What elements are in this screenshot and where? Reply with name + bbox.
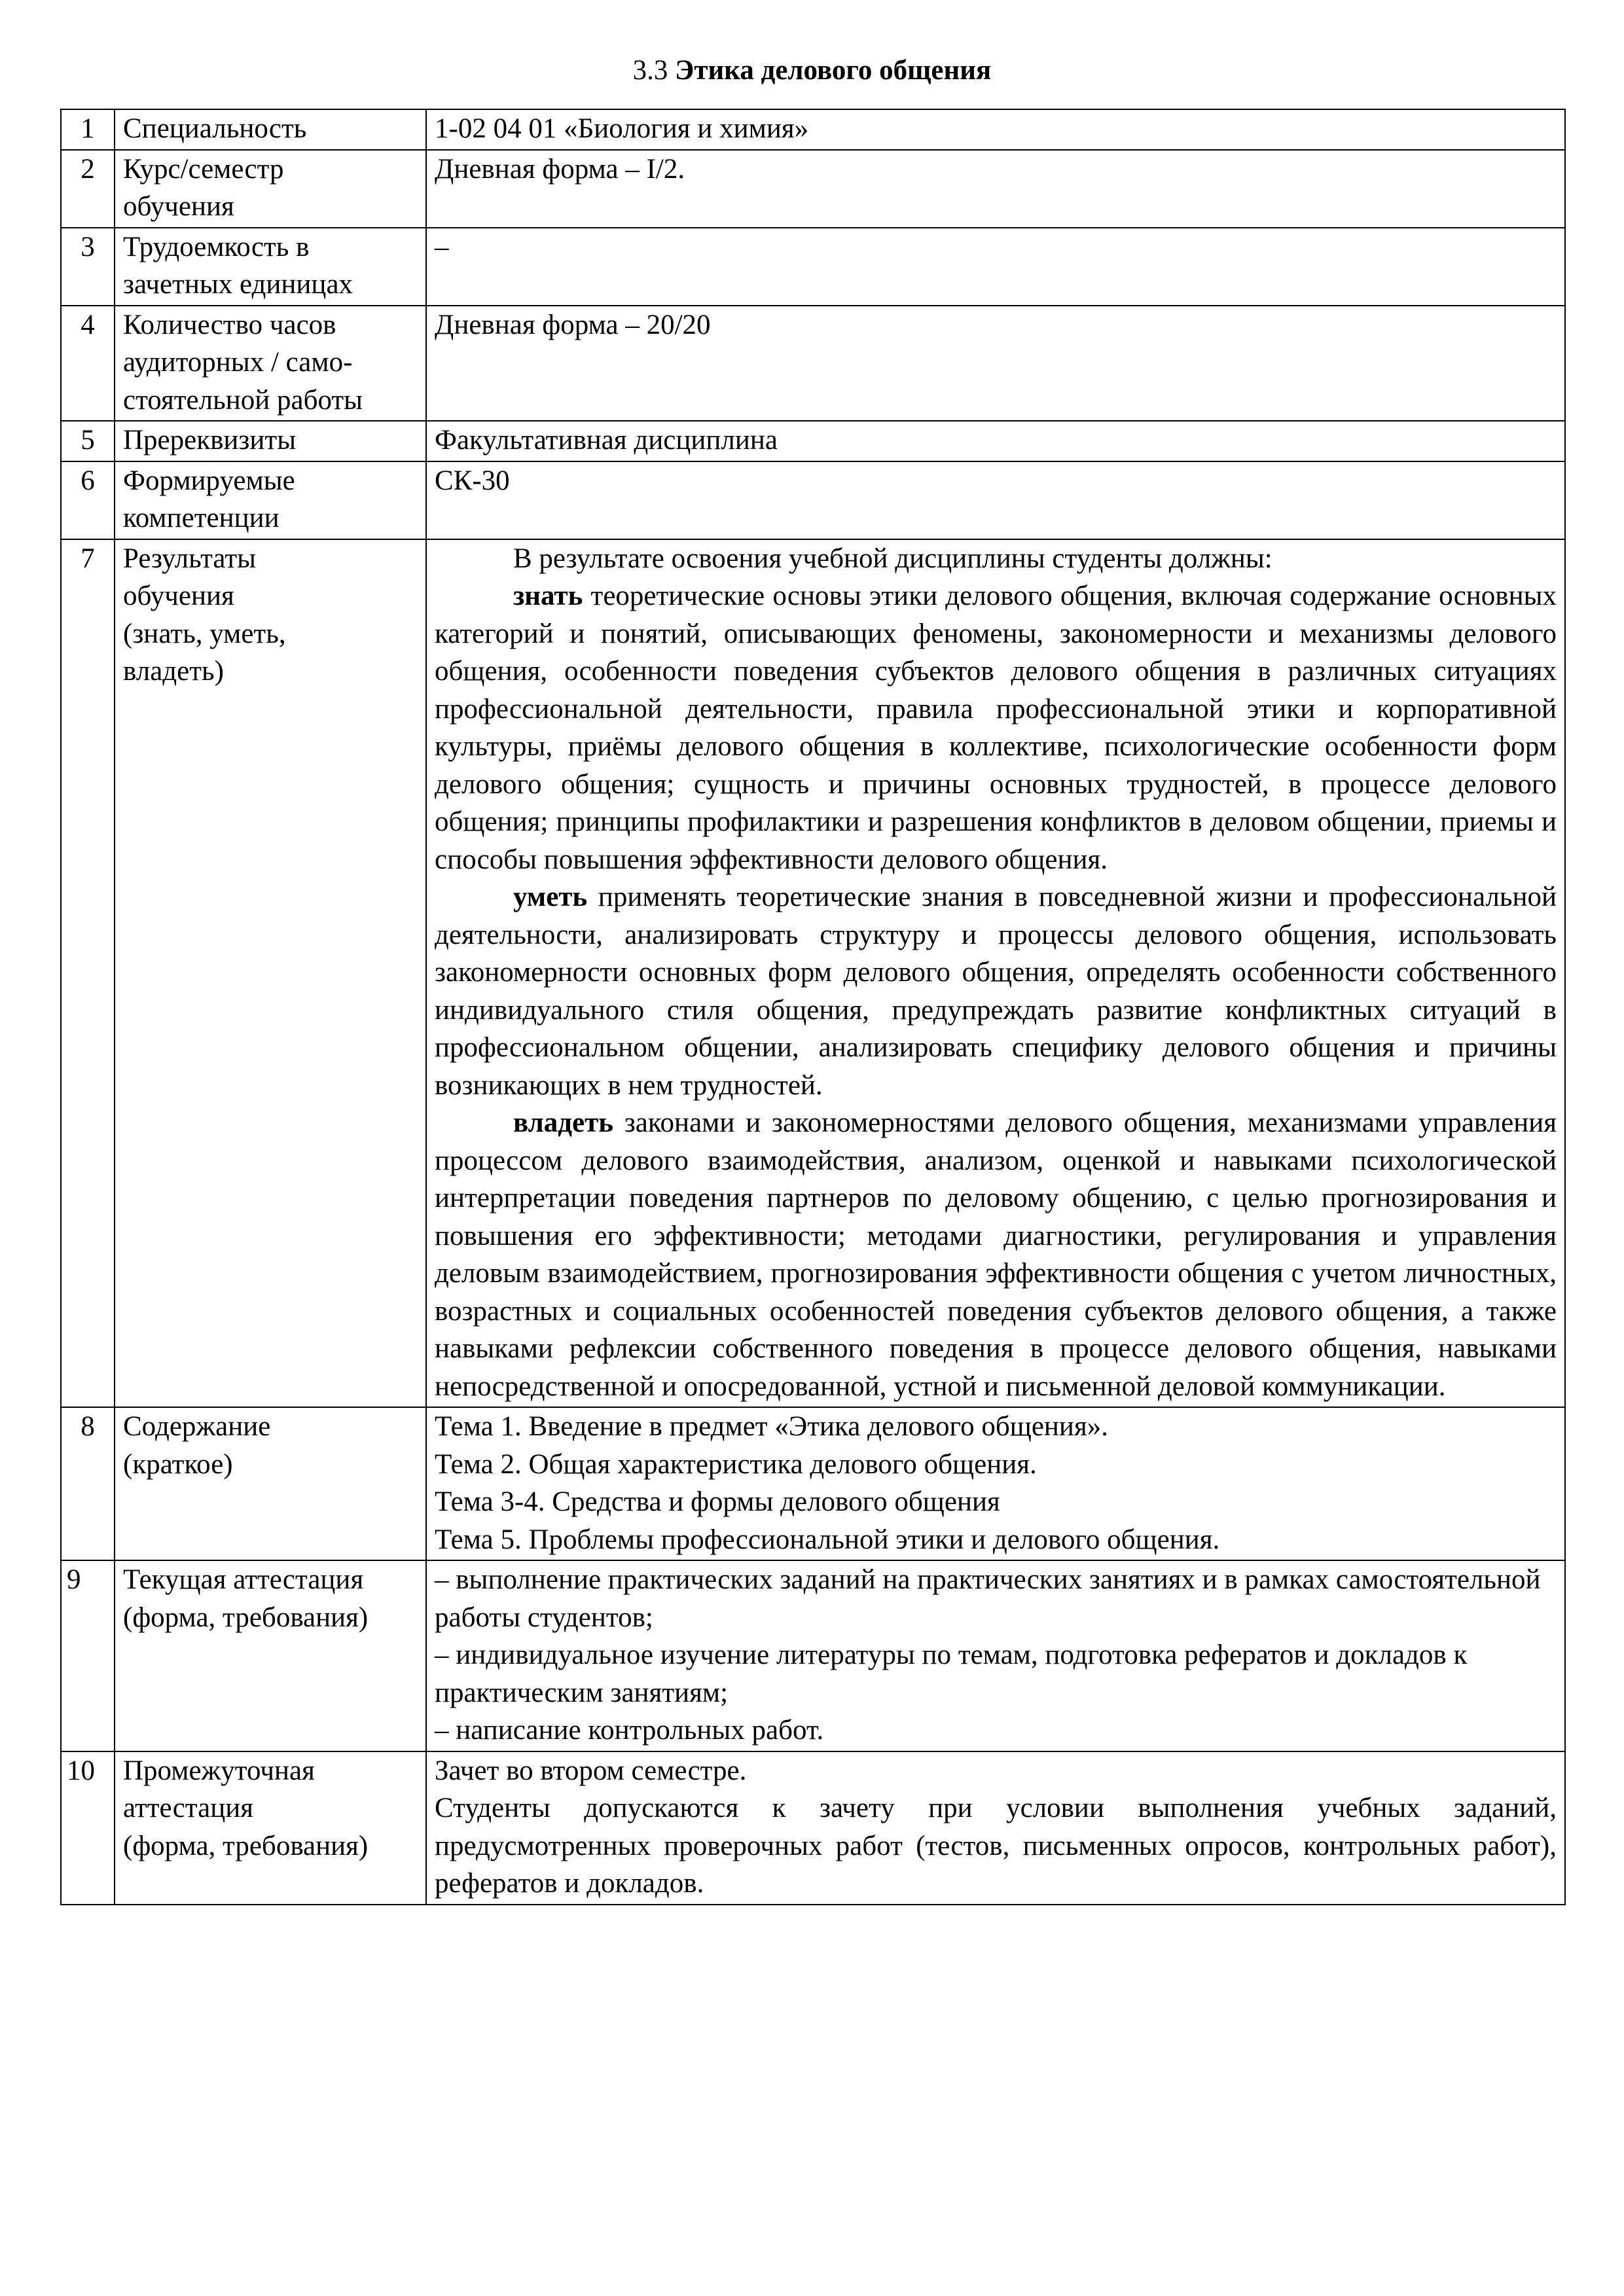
discipline-table	[60, 109, 1566, 1905]
section-number: 3.3	[632, 55, 668, 86]
row-content	[426, 1751, 1565, 1905]
document-title	[0, 54, 1624, 88]
row-label: Специальность	[115, 109, 426, 150]
table-row	[61, 1407, 1565, 1560]
row-number: 10	[61, 1751, 115, 1905]
row-number: 8	[61, 1407, 115, 1560]
topic-line: Тема 3-4. Средства и формы делового общения	[435, 1486, 1000, 1517]
row-content: Факультативная дисциплина	[426, 421, 1565, 461]
row-number: 3	[61, 228, 115, 306]
row-label: Результаты обучения (знать, уметь, владеть)	[115, 539, 426, 1408]
row-number: 7	[61, 539, 115, 1408]
assessment-item: – написание контрольных работ.	[435, 1715, 824, 1746]
row-label: Промежуточная аттестация (форма, требования)	[115, 1751, 426, 1905]
row-content: 1-02 04 01 «Биология и химия»	[426, 109, 1565, 150]
table-row	[61, 228, 1565, 306]
row-number: 2	[61, 150, 115, 228]
table-row	[61, 461, 1565, 539]
exam-conditions: Студенты допускаются к зачету при условии выполнения учебных заданий, предусмотренных проверочных работ (тестов, письменных опросов, контрольных работ), рефератов и докладов.	[435, 1793, 1557, 1899]
table-row	[61, 421, 1565, 461]
row-label: Содержание (краткое)	[115, 1407, 426, 1560]
table-row	[61, 539, 1565, 1408]
row-label: Пререквизиты	[115, 421, 426, 461]
row-label: Трудоемкость в зачетных единицах	[115, 228, 426, 306]
row-content: –	[426, 228, 1565, 306]
table-row	[61, 1751, 1565, 1905]
exam-line: Зачет во втором семестре.	[435, 1755, 747, 1786]
row-label: Текущая аттестация (форма, требования)	[115, 1560, 426, 1751]
can-keyword: уметь	[513, 882, 588, 912]
table-row	[61, 150, 1565, 228]
row-content	[426, 1407, 1565, 1560]
results-own: владеть законами и закономерностями делового общения, механизмами управления процессом делового взаимодействия, анализом, оценкой и навыками психологической интерпретации поведения партнеров по деловому общению, с целью прогнозирования и повышения его эффективности; методами диагностики, регулирования и управления деловым взаимодействием, прогнозирования эффективности общения с учетом личностных, возрастных и социальных особенностей поведения субъектов делового общения, а также навыками рефлексии собственного поведения в процессе делового общения, навыками непосредственной и опосредованной, устной и письменной деловой коммуникации.	[435, 1107, 1557, 1402]
row-number: 5	[61, 421, 115, 461]
row-label: Формируемые компетенции	[115, 461, 426, 539]
row-content: Дневная форма – I/2.	[426, 150, 1565, 228]
table-row	[61, 109, 1565, 150]
row-number: 4	[61, 306, 115, 422]
section-name: Этика делового общения	[675, 55, 992, 86]
row-content	[426, 1560, 1565, 1751]
row-label: Количество часов аудиторных / само- стоятельной работы	[115, 306, 426, 422]
topic-line: Тема 1. Введение в предмет «Этика делового общения».	[435, 1411, 1108, 1442]
table-row	[61, 306, 1565, 422]
row-label: Курс/семестр обучения	[115, 150, 426, 228]
assessment-item: – выполнение практических заданий на практических занятиях и в рамках самостоятельной работы студентов;	[435, 1564, 1541, 1633]
row-content: СК-30	[426, 461, 1565, 539]
results-know: знать теоретические основы этики делового общения, включая содержание основных категорий и понятий, описывающих феномены, закономерности и механизмы делового общения, особенности поведения субъектов делового общения в различных ситуациях профессиональной деятельности, правила профессиональной этики и корпоративной культуры, приёмы делового общения в коллективе, психологические особенности форм делового общения; сущность и причины основных трудностей, в процессе делового общения; принципы профилактики и разрешения конфликтов в деловом общении, приемы и способы повышения эффективности делового общения.	[435, 581, 1557, 875]
topic-line: Тема 5. Проблемы профессиональной этики и делового общения.	[435, 1524, 1220, 1555]
row-content: Дневная форма – 20/20	[426, 306, 1565, 422]
row-number: 6	[61, 461, 115, 539]
own-keyword: владеть	[513, 1107, 613, 1138]
topic-line: Тема 2. Общая характеристика делового общения.	[435, 1448, 1037, 1480]
row-number: 1	[61, 109, 115, 150]
assessment-item: – индивидуальное изучение литературы по темам, подготовка рефератов и докладов к практическим занятиям;	[435, 1640, 1468, 1708]
row-number: 9	[61, 1560, 115, 1751]
table-row	[61, 1560, 1565, 1751]
results-can: уметь применять теоретические знания в повседневной жизни и профессиональной деятельности, анализировать структуру и процессы делового общения, использовать закономерности основных форм делового общения, определять особенности собственного индивидуального стиля общения, предупреждать развитие конфликтных ситуаций в профессиональном общении, анализировать специфику делового общения и причины возникающих в нем трудностей.	[435, 882, 1557, 1101]
results-intro: В результате освоения учебной дисциплины студенты должны:	[513, 543, 1272, 574]
know-keyword: знать	[513, 581, 583, 611]
row-content	[426, 539, 1565, 1408]
